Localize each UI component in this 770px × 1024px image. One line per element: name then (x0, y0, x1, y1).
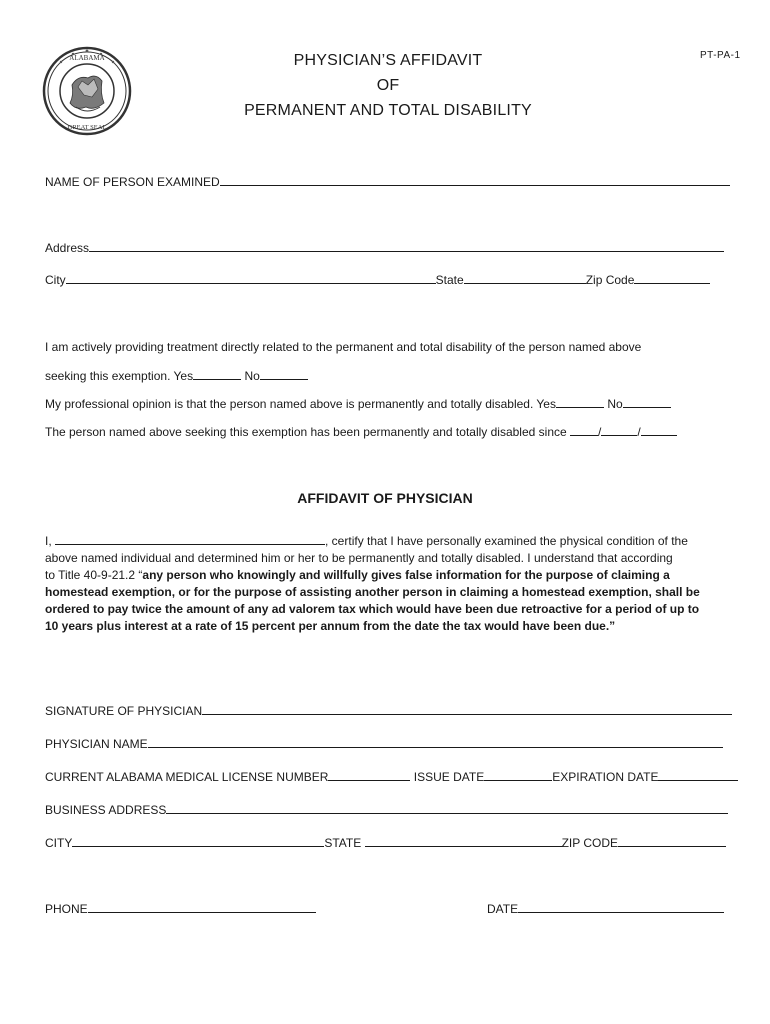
business-address-label: BUSINESS ADDRESS (45, 803, 167, 817)
date-field[interactable] (518, 902, 724, 913)
zip-label: Zip Code (585, 273, 635, 287)
treatment-no-field[interactable] (260, 369, 308, 380)
city-label: City (45, 273, 66, 287)
zip-field[interactable] (634, 273, 710, 284)
disabled-since-statement (45, 425, 677, 439)
affidavit-line-2: above named individual and determined him or her to be permanently and totally disabled. I understand that according (45, 551, 673, 565)
physician-city-label: CITY (45, 836, 73, 850)
svg-text:GREAT SEAL: GREAT SEAL (67, 124, 107, 131)
affidavit-heading: AFFIDAVIT OF PHYSICIAN (297, 490, 473, 506)
date-row (487, 902, 724, 916)
city-state-zip-row (45, 273, 710, 287)
license-number-field[interactable] (328, 770, 410, 781)
license-label: CURRENT ALABAMA MEDICAL LICENSE NUMBER (45, 770, 329, 784)
treatment-statement-line-2 (45, 369, 308, 383)
license-row (45, 770, 738, 784)
form-code: PT-PA-1 (700, 50, 741, 61)
address-label: Address (45, 241, 90, 255)
since-year-field[interactable] (641, 425, 677, 436)
date-separator-1: / (598, 425, 602, 439)
physician-state-label: STATE (324, 836, 362, 850)
alabama-great-seal-icon (42, 45, 132, 137)
title-line-3: PERMANENT AND TOTAL DISABILITY (244, 102, 532, 119)
state-label: State (435, 273, 464, 287)
physician-name-row (45, 737, 723, 751)
business-address-row (45, 803, 728, 817)
svg-text:ALABAMA: ALABAMA (69, 54, 105, 62)
name-examined-label: NAME OF PERSON EXAMINED (45, 175, 220, 189)
affidavit-i-label: I, (45, 534, 52, 548)
state-field[interactable] (464, 273, 586, 284)
affidavit-warning-line-6: 10 years plus interest at a rate of 15 percent per annum from the date the tax would have been due.” (45, 619, 616, 633)
treatment-no-label: No (244, 369, 260, 383)
affidavit-title-ref: to Title 40-9-21.2 “ (45, 568, 143, 582)
signature-label: SIGNATURE OF PHYSICIAN (45, 704, 203, 718)
opinion-no-label: No (607, 397, 623, 411)
phone-label: PHONE (45, 902, 88, 916)
physician-certify-name-field[interactable] (55, 534, 325, 545)
treatment-yes-field[interactable] (193, 369, 241, 380)
phone-row (45, 902, 316, 916)
affidavit-warning-start: any person who knowingly and willfully gives false information for the purpose of claiming a (142, 568, 670, 582)
physician-zip-label: ZIP CODE (561, 836, 619, 850)
expiration-date-field[interactable] (658, 770, 738, 781)
physician-state-field[interactable] (365, 836, 562, 847)
affidavit-text (45, 533, 725, 635)
name-examined-field[interactable] (220, 175, 730, 186)
signature-row (45, 704, 732, 718)
affidavit-warning-line-5: ordered to pay twice the amount of any ad valorem tax which would have been due retroactive for a period of up to (45, 602, 700, 616)
affidavit-line-3 (45, 567, 725, 584)
physician-zip-field[interactable] (618, 836, 726, 847)
physician-city-row (45, 836, 726, 850)
opinion-text: My professional opinion is that the person named above is permanently and totally disabled. Yes (45, 397, 556, 411)
address-field[interactable] (89, 241, 724, 252)
affidavit-certify-text: , certify that I have personally examined the physical condition of the (325, 534, 688, 548)
issue-date-field[interactable] (484, 770, 552, 781)
name-examined-row (45, 175, 730, 189)
disabled-since-text: The person named above seeking this exemption has been permanently and totally disabled since (45, 425, 567, 439)
signature-field[interactable] (202, 704, 732, 715)
phone-field[interactable] (88, 902, 316, 913)
affidavit-warning-line-4: homestead exemption, or for the purpose of assisting another person in claiming a homestead exemption, shall be (45, 585, 700, 599)
date-label: DATE (487, 902, 519, 916)
issue-date-label: ISSUE DATE (413, 770, 485, 784)
treatment-statement-text: seeking this exemption. Yes (45, 369, 194, 383)
opinion-yes-field[interactable] (556, 397, 604, 408)
since-month-field[interactable] (570, 425, 598, 436)
city-field[interactable] (66, 273, 436, 284)
physician-name-field[interactable] (148, 737, 723, 748)
physician-name-label: PHYSICIAN NAME (45, 737, 148, 751)
title-line-1: PHYSICIAN’S AFFIDAVIT (293, 52, 483, 69)
date-separator-2: / (637, 425, 641, 439)
treatment-statement-line-1: I am actively providing treatment directly related to the permanent and total disability of the person named above (45, 340, 642, 354)
since-day-field[interactable] (601, 425, 637, 436)
business-address-field[interactable] (166, 803, 728, 814)
opinion-no-field[interactable] (623, 397, 671, 408)
expiration-date-label: EXPIRATION DATE (552, 770, 659, 784)
opinion-statement (45, 397, 671, 411)
title-line-2: OF (376, 77, 400, 94)
address-row (45, 241, 724, 255)
physician-city-field[interactable] (72, 836, 324, 847)
